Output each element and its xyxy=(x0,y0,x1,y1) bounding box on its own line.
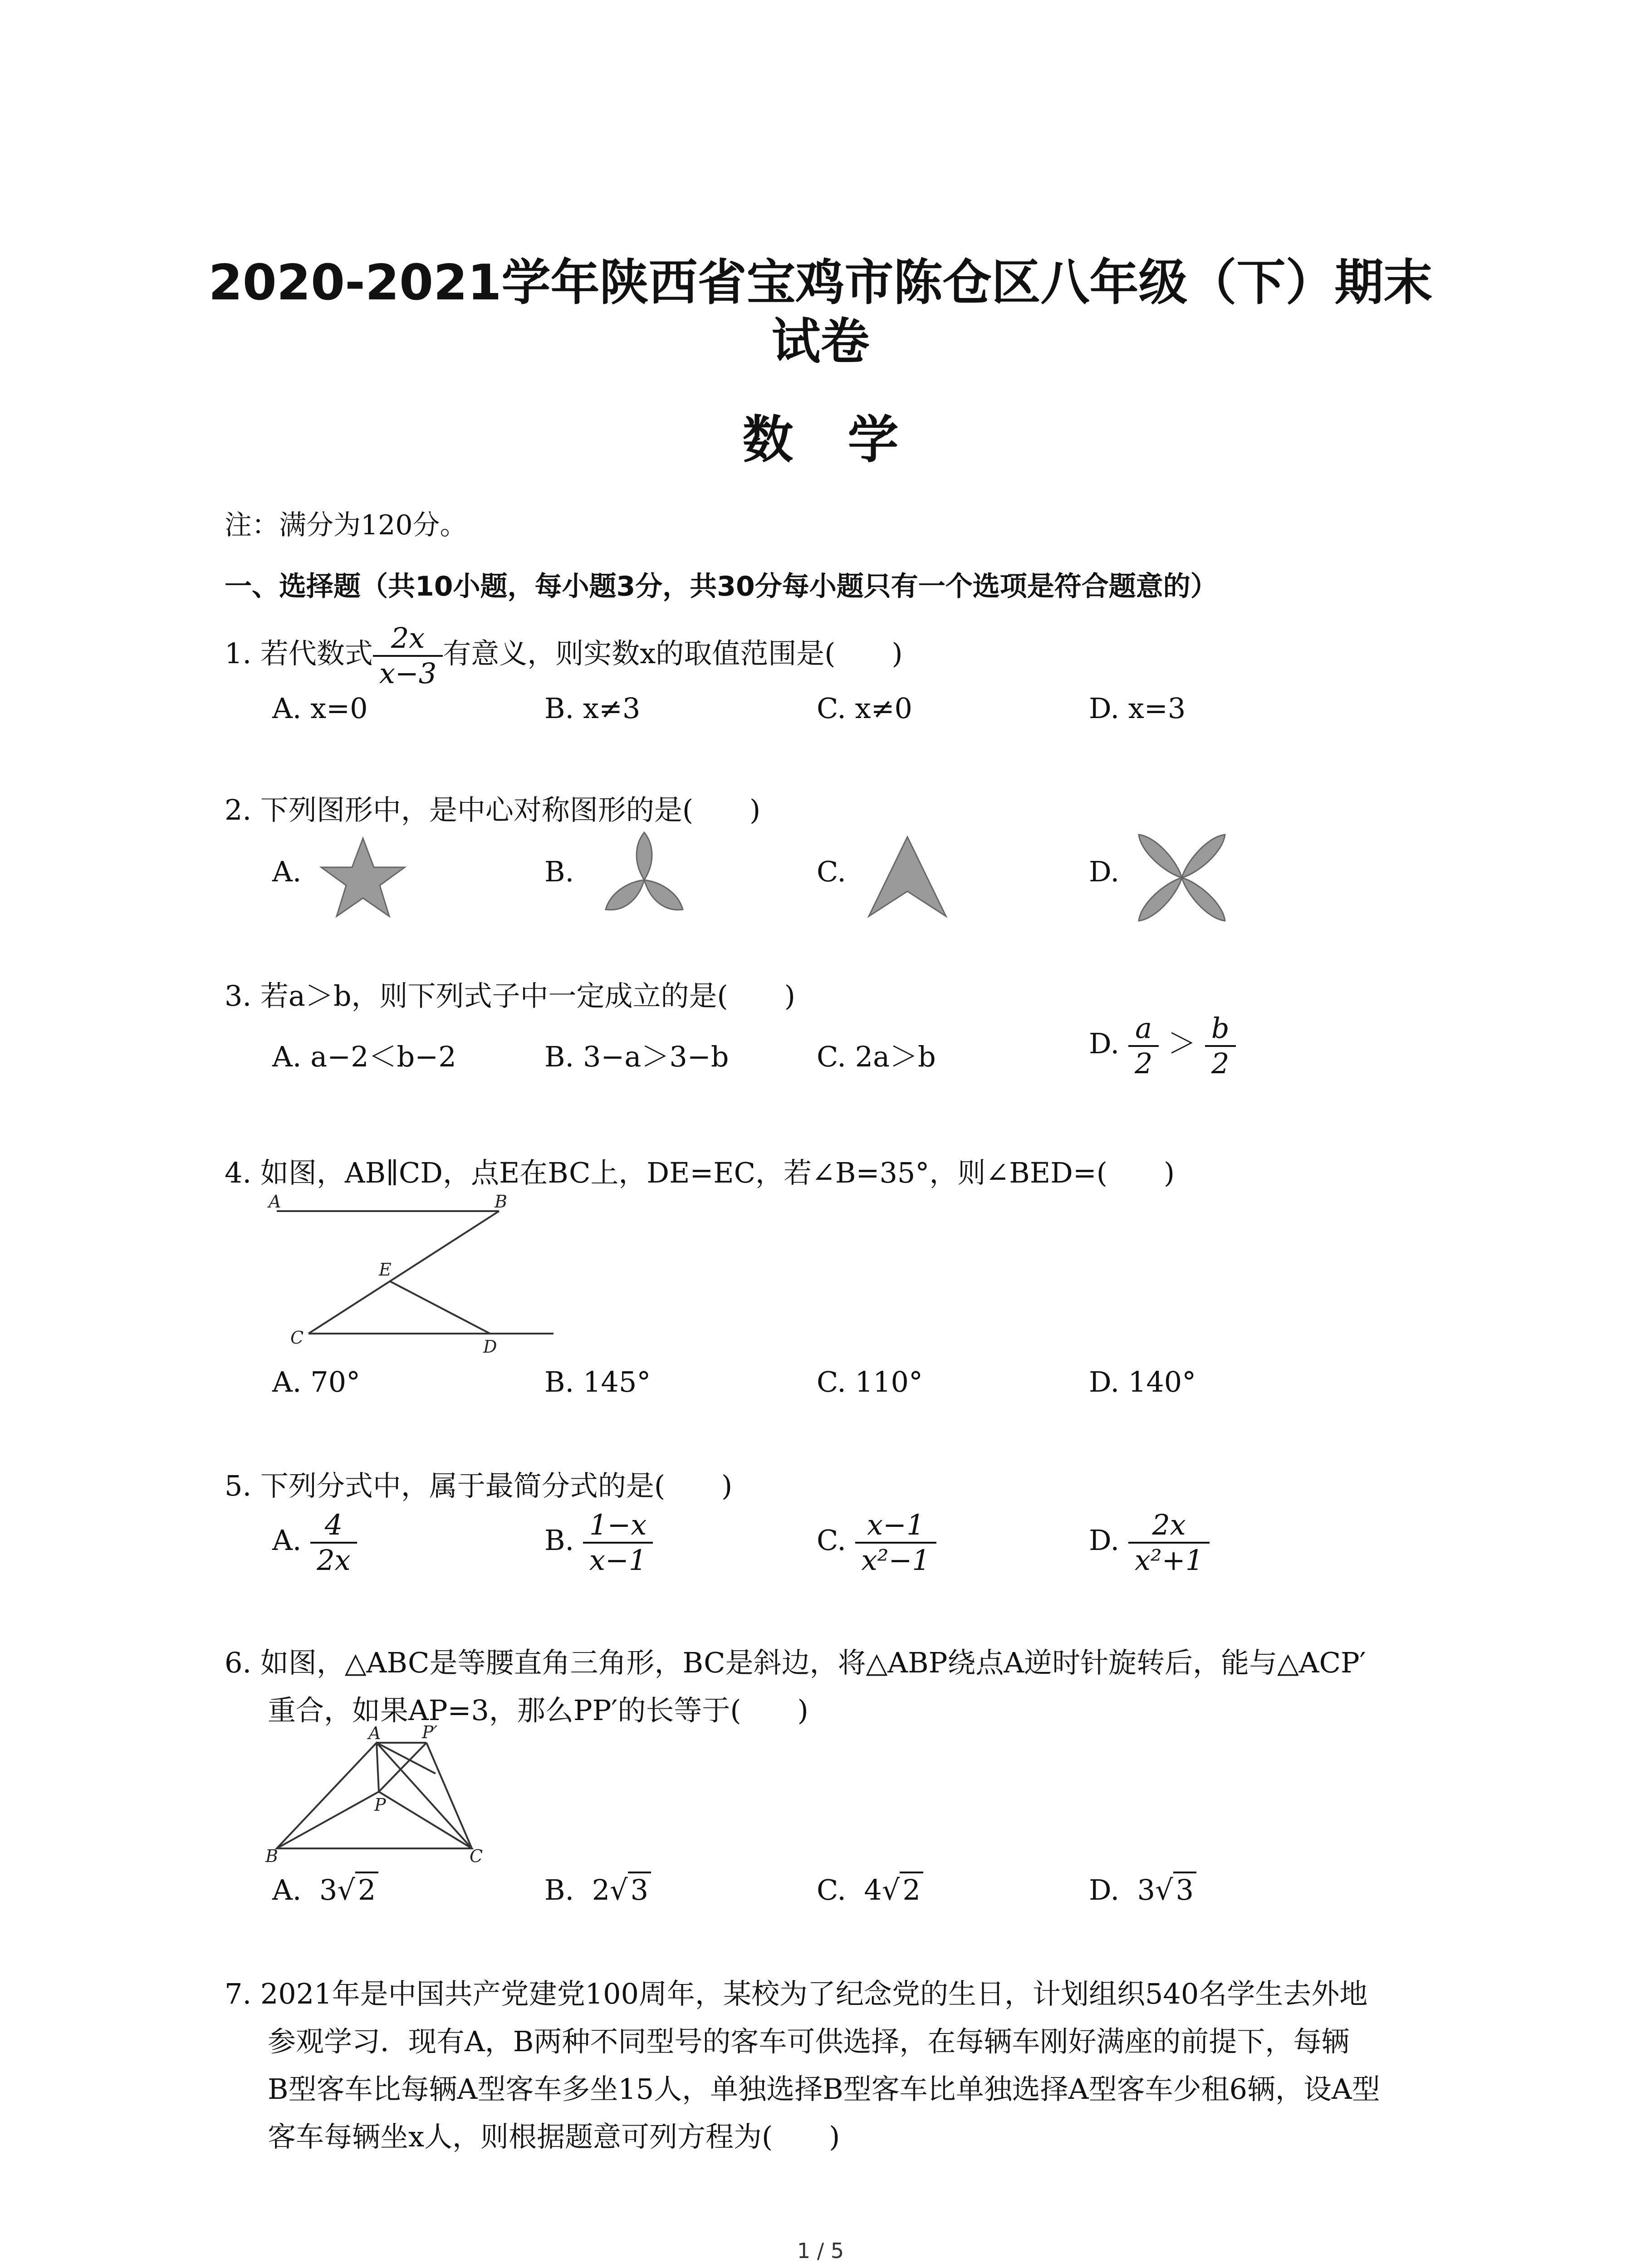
q5-option-b xyxy=(544,1508,653,1577)
q4-option-d: D. 140° xyxy=(1089,1365,1196,1398)
q3-d-frac-left xyxy=(1128,1012,1159,1080)
q6-c-coef: 4 xyxy=(864,1873,882,1906)
q3-option-a: A. a−2＜b−2 xyxy=(272,1040,456,1073)
q4-label-d: D xyxy=(483,1337,497,1357)
q2-option-d: D. xyxy=(1089,855,1120,888)
q6-option-a xyxy=(272,1873,378,1906)
subject-title: 数学 xyxy=(742,411,953,469)
q6-option-b xyxy=(544,1873,651,1906)
q3-d-relation: ＞ xyxy=(1168,1027,1196,1061)
q6-option-c xyxy=(817,1873,923,1906)
q2-option-a: A. xyxy=(272,855,302,888)
q5-a-frac xyxy=(310,1508,357,1577)
q3-d-frac-right xyxy=(1205,1012,1236,1080)
q1-option-b: B. x≠3 xyxy=(544,692,641,725)
q1-option-c: C. x≠0 xyxy=(817,692,913,725)
q1-option-a: A. x=0 xyxy=(272,692,368,725)
q4-option-c: C. 110° xyxy=(817,1365,923,1398)
q5-a-den: 2x xyxy=(317,1544,351,1577)
q2-option-b: B. xyxy=(544,855,574,888)
q6-c-label: C. xyxy=(817,1873,846,1906)
q5-option-a xyxy=(272,1508,357,1577)
q1-pre: 1. 若代数式 xyxy=(225,637,373,670)
question-7-line3: B型客车比每辆A型客车多坐15人，单独选择B型客车比单独选择A型客车少租6辆，设A型 xyxy=(268,2072,1380,2106)
q1-option-d: D. x=3 xyxy=(1089,692,1186,725)
q5-c-num: x−1 xyxy=(855,1508,936,1544)
q6-d-coef: 3 xyxy=(1137,1873,1156,1906)
q5-b-num: 1−x xyxy=(583,1508,653,1544)
four-petal-shape-icon xyxy=(1134,830,1230,925)
q4-option-a: A. 70° xyxy=(272,1365,361,1398)
q5-b-frac xyxy=(583,1508,653,1577)
q6-d-sqrt: √3 xyxy=(1155,1873,1196,1906)
q6-c-sqrt: √2 xyxy=(882,1873,923,1906)
q6-b-radicand: 3 xyxy=(628,1872,651,1906)
q6-b-coef: 2 xyxy=(592,1873,610,1906)
q3-option-c: C. 2a＞b xyxy=(817,1040,936,1073)
q5-c-frac xyxy=(855,1508,936,1577)
score-note: 注：满分为120分。 xyxy=(225,509,467,541)
q6-b-label: B. xyxy=(544,1873,574,1906)
q6-c-radicand: 2 xyxy=(900,1872,923,1906)
question-7-line2: 参观学习．现有A，B两种不同型号的客车可供选择，在每辆车刚好满座的前提下，每辆 xyxy=(268,2025,1350,2058)
q6-d-label: D. xyxy=(1089,1873,1120,1906)
q5-option-c xyxy=(817,1508,936,1577)
q6-option-d xyxy=(1089,1873,1196,1906)
q5-option-d xyxy=(1089,1508,1210,1577)
q1-post: 有意义，则实数x的取值范围是( ) xyxy=(443,637,903,670)
q3-d-den2: 2 xyxy=(1211,1047,1230,1080)
q5-d-num: 2x xyxy=(1128,1508,1210,1544)
q4-figure xyxy=(263,1188,572,1361)
q6-label-p-prime: P′ xyxy=(422,1724,438,1742)
q1-frac-den: x−3 xyxy=(379,657,437,690)
q5-d-den: x²+1 xyxy=(1134,1544,1204,1577)
page-title-line2: 试卷 xyxy=(771,313,870,370)
q5-d-label: D. xyxy=(1089,1524,1120,1557)
q5-c-label: C. xyxy=(817,1524,846,1557)
q3-d-den1: 2 xyxy=(1134,1047,1153,1080)
question-2: 2. 下列图形中，是中心对称图形的是( ) xyxy=(225,793,761,826)
q6-label-b: B xyxy=(265,1846,278,1866)
q5-c-den: x²−1 xyxy=(861,1544,930,1577)
question-4: 4. 如图，AB∥CD，点E在BC上，DE=EC，若∠B=35°，则∠BED=( ) xyxy=(225,1156,1175,1189)
q6-label-a: A xyxy=(368,1724,381,1743)
section-heading: 一、选择题（共10小题，每小题3分，共30分每小题只有一个选项是符合题意的） xyxy=(225,571,1218,602)
question-7-line4: 客车每辆坐x人，则根据题意可列方程为( ) xyxy=(268,2120,840,2153)
q5-b-den: x−1 xyxy=(589,1544,647,1577)
q6-figure xyxy=(263,1724,499,1878)
q1-frac-num: 2x xyxy=(373,621,443,657)
q4-label-c: C xyxy=(290,1328,304,1348)
question-6-line1: 6. 如图，△ABC是等腰直角三角形，BC是斜边，将△ABP绕点A逆时针旋转后，能与△ACP′ xyxy=(225,1646,1366,1679)
q6-label-c: C xyxy=(470,1846,483,1866)
q6-d-radicand: 3 xyxy=(1173,1872,1196,1906)
question-7-line1: 7. 2021年是中国共产党建党100周年，某校为了纪念党的生日，计划组织540名学生去外地 xyxy=(225,1977,1368,2010)
q3-option-b: B. 3−a＞3−b xyxy=(544,1040,729,1073)
q5-d-frac xyxy=(1128,1508,1210,1577)
q4-option-b: B. 145° xyxy=(544,1365,651,1398)
q4-label-b: B xyxy=(495,1192,507,1212)
q3-d-label: D. xyxy=(1089,1027,1120,1061)
q3-option-d xyxy=(1089,1012,1236,1080)
q3-d-num1: a xyxy=(1128,1012,1159,1047)
q2-option-c: C. xyxy=(817,855,846,888)
q5-b-label: B. xyxy=(544,1524,574,1557)
q1-fraction xyxy=(373,621,443,690)
q6-a-coef: 3 xyxy=(319,1873,338,1906)
three-petal-shape-icon xyxy=(590,830,699,925)
q5-a-num: 4 xyxy=(310,1508,357,1544)
q6-a-label: A. xyxy=(272,1873,302,1906)
q6-a-radicand: 2 xyxy=(355,1872,378,1906)
page-number: 1 / 5 xyxy=(797,2239,844,2263)
arrowhead-shape-icon xyxy=(864,835,950,921)
q5-a-label: A. xyxy=(272,1524,302,1557)
q6-a-sqrt: √2 xyxy=(337,1873,378,1906)
question-1 xyxy=(225,621,903,690)
star-shape-icon xyxy=(318,835,408,921)
q3-d-num2: b xyxy=(1205,1012,1236,1047)
question-6-line2: 重合，如果AP=3，那么PP′的长等于( ) xyxy=(268,1694,808,1727)
q6-b-sqrt: √3 xyxy=(610,1873,651,1906)
q4-label-e: E xyxy=(379,1260,392,1280)
question-3: 3. 若a＞b，则下列式子中一定成立的是( ) xyxy=(225,979,795,1012)
question-5: 5. 下列分式中，属于最简分式的是( ) xyxy=(225,1469,733,1502)
q4-label-a: A xyxy=(269,1192,281,1212)
q6-label-p: P xyxy=(374,1795,386,1815)
page-title-line1: 2020-2021学年陕西省宝鸡市陈仓区八年级（下）期末 xyxy=(208,254,1433,311)
